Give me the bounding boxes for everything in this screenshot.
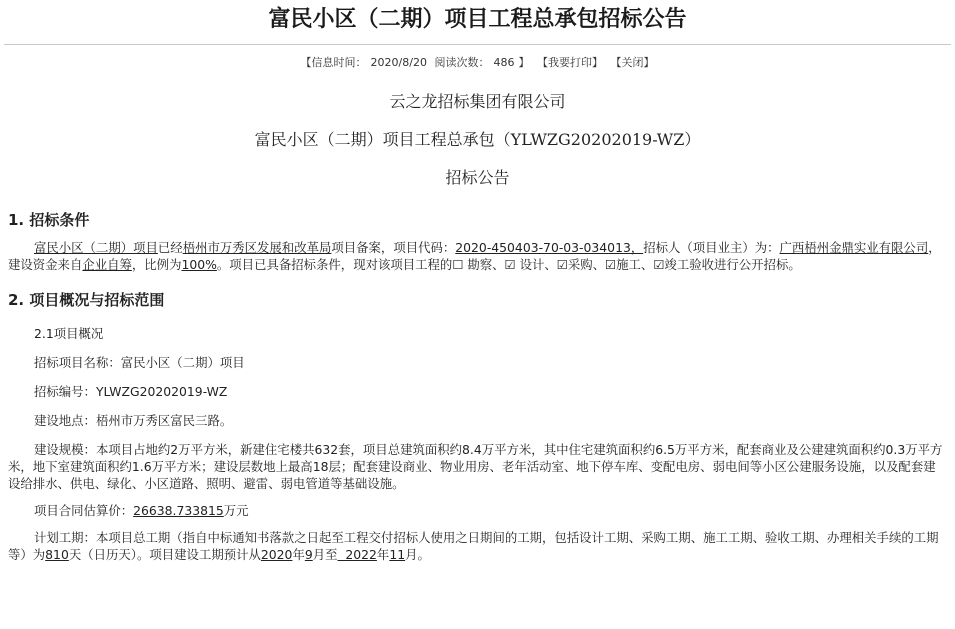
owner-underline: 广西梧州金鼎实业有限公司 — [779, 240, 929, 255]
fund-source-underline: 企业自筹 — [82, 257, 132, 272]
ratio-underline: 100% — [181, 257, 217, 272]
text-fragment: 项目备案，项目代码： — [331, 240, 456, 255]
end-month: 11 — [389, 547, 406, 562]
project-name-underline: 富民小区（二期）项目 — [34, 240, 158, 255]
price-line — [34, 502, 955, 519]
info-views-label: 阅读次数： — [434, 56, 490, 69]
text-fragment: 月。 — [405, 547, 430, 562]
text-fragment: ，建设资金来自 — [8, 240, 941, 272]
project-code-line: 招标编号：YLWZG20202019-WZ — [34, 384, 228, 399]
doc-type: 招标公告 — [445, 168, 510, 187]
section-heading-2: 2. 项目概况与招标范围 — [8, 291, 165, 309]
section1-paragraph — [8, 239, 947, 273]
text-fragment: 天（日历天）。项目建设工期预计从 — [68, 547, 261, 562]
project-title: 富民小区（二期）项目工程总承包（YLWZG20202019-WZ） — [254, 130, 701, 149]
price-value: 26638.733815 — [133, 503, 224, 518]
info-bar — [0, 54, 955, 72]
print-link[interactable]: 【我要打印】 — [536, 56, 603, 69]
close-link[interactable]: 【关闭】 — [610, 56, 655, 69]
start-month: 9 — [304, 547, 313, 562]
info-time-value: 2020/8/20 — [370, 56, 427, 69]
text-fragment: 月至 — [312, 547, 338, 562]
text-fragment: 年 — [376, 547, 390, 562]
company-name: 云之龙招标集团有限公司 — [389, 92, 566, 111]
project-code-underline: 2020-450403-70-03-034013， — [455, 240, 644, 255]
price-label: 项目合同估算价： — [34, 503, 134, 518]
start-year: 2020 — [260, 547, 293, 562]
text-fragment: ，比例为 — [131, 257, 182, 272]
location-line: 建设地点：梧州市万秀区富民三路。 — [34, 413, 233, 428]
days-value: 810 — [45, 547, 69, 562]
project-name-line: 招标项目名称：富民小区（二期）项目 — [34, 355, 245, 370]
page-title: 富民小区（二期）项目工程总承包招标公告 — [268, 7, 687, 32]
info-close-bracket: 】 — [518, 56, 530, 69]
period-paragraph — [8, 529, 947, 563]
text-fragment: 计划工期：本项目总工期（指自中标通知书落款之日起至工程交付招标人使用之日期间的工期，包括设计工期、采购工期、施工工期、验收工期、办理相关手续的工期等）为 — [8, 530, 939, 562]
info-time-label: 【信息时间： — [300, 56, 367, 69]
text-fragment: 年 — [292, 547, 305, 562]
approver-underline: 梧州市万秀区发展和改革局 — [182, 240, 332, 255]
section-heading-1: 1. 招标条件 — [8, 211, 90, 229]
info-views-value: 486 — [493, 56, 515, 69]
subsection-title: 2.1项目概况 — [34, 326, 104, 341]
text-fragment: 。项目已具备招标条件，现对该项目工程的☐ 勘察、☑ 设计、☑采购、☑施工、☑竣工验收进行公开招标。 — [216, 257, 801, 272]
scale-paragraph: 建设规模：本项目占地约2万平方米，新建住宅楼共632套，项目总建筑面积约8.4万平方米，其中住宅建筑面积约6.5万平方米，配套商业及公建建筑面积约0.3万平方米，地下室建筑面积约1.6万平方米；建设层数地上最高18层；配套建设商业、物业用房、老年活动室、地下停车库、变配电房、弱电间等小区公建服务设施，以及配套建设给排水、供电、绿化、小区道路、照明、避雷、弱电管道等基础设施。 — [8, 442, 943, 491]
title-divider — [4, 44, 951, 45]
text-fragment: 已经 — [157, 240, 183, 255]
end-year: 2022 — [337, 547, 377, 562]
text-fragment: 招标人（项目业主）为： — [643, 240, 780, 255]
price-unit: 万元 — [223, 503, 249, 518]
